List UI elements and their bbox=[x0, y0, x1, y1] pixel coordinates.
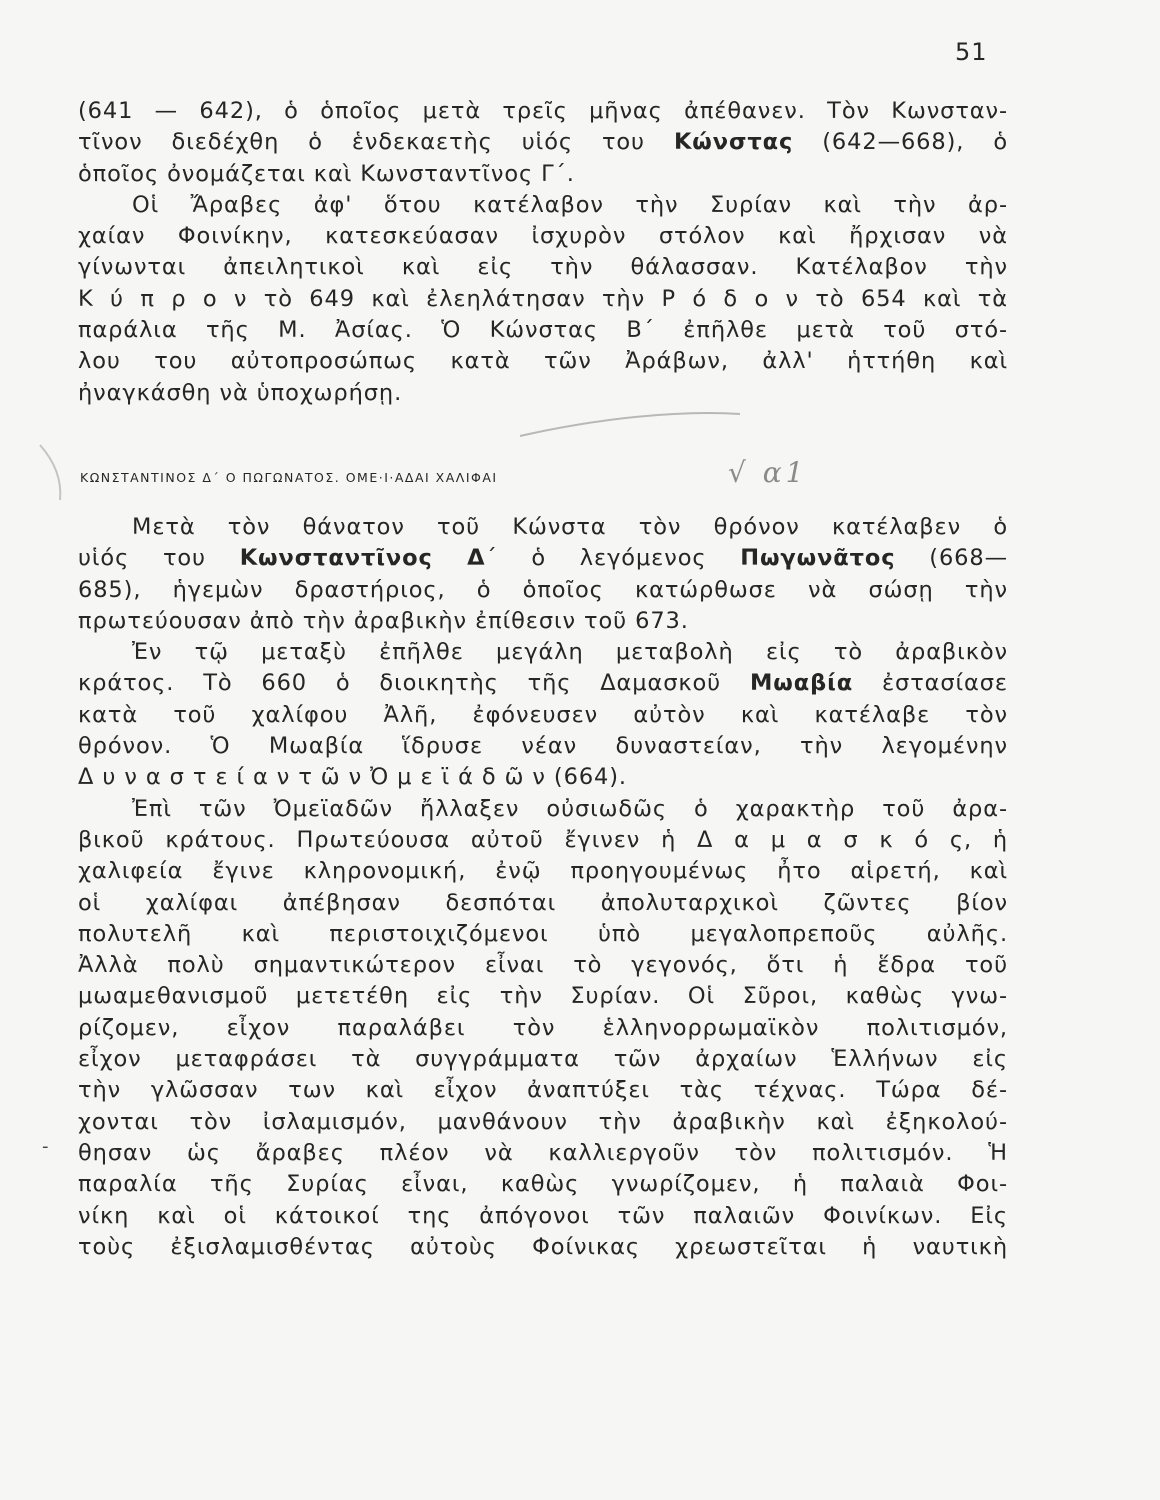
text-run: χαίαν Φοινίκην, κατεσκεύασαν ἰσχυρὸν στόλον καὶ ἤρχισαν νὰ bbox=[78, 223, 1008, 250]
text-run: ἐστασίασε bbox=[853, 670, 1008, 697]
text-line bbox=[78, 315, 1008, 346]
margin-mark: - bbox=[42, 1136, 49, 1157]
text-run: (668— bbox=[895, 545, 1008, 572]
text-line bbox=[78, 794, 1008, 825]
text-run: κράτος. Τὸ 660 ὁ διοικητὴς τῆς Δαμασκοῦ bbox=[78, 670, 750, 697]
text-line bbox=[78, 606, 1008, 637]
text-run: κατὰ τοῦ χαλίφου Ἀλῆ, ἐφόνευσεν αὐτὸν καὶ κατέλαβε τὸν bbox=[78, 701, 1008, 728]
text-line bbox=[78, 1013, 1008, 1044]
text-run: λου του αὐτοπροσώπως κατὰ τῶν Ἀράβων, ἀλλ' ἡττήθη καὶ bbox=[78, 348, 1008, 375]
bold-name: Μωαβία bbox=[749, 670, 854, 697]
paragraph-block-arab-fleet bbox=[78, 96, 1008, 409]
text-run: τῖνον διεδέχθη ὁ ἑνδεκαετὴς υἱός του bbox=[78, 129, 674, 156]
text-run: τοὺς ἐξισλαμισθέντας αὐτοὺς Φοίνικας χρεωστεῖται ἡ ναυτικὴ bbox=[78, 1233, 1008, 1260]
bold-name: Κώνστας bbox=[673, 129, 794, 156]
text-run: παραλία τῆς Συρίας εἶναι, καθὼς γνωρίζομεν, ἡ παλαιὰ Φοι- bbox=[78, 1171, 1008, 1198]
text-line bbox=[78, 1169, 1008, 1200]
text-line bbox=[78, 346, 1008, 377]
text-run: Ἀλλὰ πολὺ σημαντικώτερον εἶναι τὸ γεγονός, ὅτι ἡ ἕδρα τοῦ bbox=[78, 952, 1008, 979]
handwritten-note: √ α1 bbox=[728, 456, 808, 489]
text-line bbox=[78, 731, 1008, 762]
text-line bbox=[78, 1201, 1008, 1232]
text-line bbox=[78, 127, 1008, 158]
text-run: πολυτελῆ καὶ περιστοιχιζόμενοι ὑπὸ μεγαλοπρεποῦς αὐλῆς. bbox=[78, 920, 1008, 947]
text-line bbox=[78, 856, 1008, 887]
text-run: (641 — 642), ὁ ὁποῖος μετὰ τρεῖς μῆνας ἀπέθανεν. Τὸν Κωνσταν- bbox=[78, 98, 1008, 124]
text-line bbox=[78, 637, 1008, 668]
text-run: οἱ χαλίφαι ἀπέβησαν δεσπόται ἀπολυταρχικοὶ ζῶντες βίον bbox=[78, 889, 1008, 916]
text-run: ΄ ὁ λεγόμενος bbox=[485, 545, 741, 572]
text-line bbox=[78, 762, 1008, 793]
bold-name: Πωγωνᾶτος bbox=[740, 545, 896, 572]
section-heading: ΚΩΝΣΤΑΝΤΙΝΟΣ Δ΄ Ο ΠΩΓΩΝΑΤΟΣ. ΟΜΕ·Ι·ΑΔΑΙ ΧΑΛΙΦΑΙ bbox=[80, 470, 498, 485]
text-line bbox=[78, 919, 1008, 950]
text-line bbox=[78, 1107, 1008, 1138]
text-run: (642—668), ὁ bbox=[793, 129, 1008, 156]
text-line bbox=[78, 1232, 1008, 1263]
paragraph-block-omayyads bbox=[78, 512, 1008, 1263]
text-run: υἱός του bbox=[78, 545, 240, 572]
text-run: γίνωνται ἀπειλητικοὶ καὶ εἰς τὴν θάλασσαν. Κατέλαβον τὴν bbox=[78, 254, 1008, 281]
text-line bbox=[78, 1075, 1008, 1106]
text-line bbox=[78, 575, 1008, 606]
text-run: βικοῦ κράτους. Πρωτεύουσα αὐτοῦ ἔγινεν ἡ Δ α μ α σ κ ό ς, ἡ bbox=[78, 826, 1008, 853]
text-run: χαλιφεία ἔγινε κληρονομική, ἐνῷ προηγουμένως ἦτο αἱρετή, καὶ bbox=[78, 858, 1008, 885]
text-line bbox=[78, 221, 1008, 252]
text-line bbox=[78, 981, 1008, 1012]
text-line bbox=[78, 190, 1008, 221]
text-run: Ἐν τῷ μεταξὺ ἐπῆλθε μεγάλη μεταβολὴ εἰς τὸ ἀραβικὸν bbox=[132, 639, 1008, 666]
text-line bbox=[78, 378, 1008, 409]
text-line bbox=[78, 668, 1008, 699]
text-run: νίκη καὶ οἱ κάτοικοί της ἀπόγονοι τῶν παλαιῶν Φοινίκων. Εἰς bbox=[78, 1202, 1008, 1229]
text-line bbox=[78, 284, 1008, 315]
text-run: εἶχον μεταφράσει τὰ συγγράμματα τῶν ἀρχαίων Ἑλλήνων εἰς bbox=[78, 1046, 1008, 1073]
text-line bbox=[78, 950, 1008, 981]
text-line bbox=[78, 825, 1008, 856]
text-line bbox=[78, 512, 1008, 543]
text-line bbox=[78, 96, 1008, 127]
text-run: ρίζομεν, εἶχον παραλάβει τὸν ἑλληνορρωμαϊκὸν πολιτισμόν, bbox=[78, 1014, 1008, 1041]
text-run: θησαν ὡς ἄραβες πλέον νὰ καλλιεργοῦν τὸν πολιτισμόν. Ἡ bbox=[78, 1139, 1008, 1166]
text-line bbox=[78, 543, 1008, 574]
text-run: παράλια τῆς Μ. Ἀσίας. Ὁ Κώνστας Β΄ ἐπῆλθε μετὰ τοῦ στό- bbox=[78, 317, 1008, 344]
text-line bbox=[78, 700, 1008, 731]
text-run: 685), ἡγεμὼν δραστήριος, ὁ ὁποῖος κατώρθωσε νὰ σώσῃ τὴν bbox=[78, 576, 1008, 603]
text-line bbox=[78, 888, 1008, 919]
text-run: χονται τὸν ἰσλαμισμόν, μανθάνουν τὴν ἀραβικὴν καὶ ἐξηκολού- bbox=[78, 1108, 1008, 1135]
text-run: Δ υ ν α σ τ ε ί α ν τ ῶ ν Ὀ μ ε ϊ ά δ ῶ ν (664). bbox=[78, 764, 627, 791]
text-run: μωαμεθανισμοῦ μετετέθη εἰς τὴν Συρίαν. Οἱ Σῦροι, καθὼς γνω- bbox=[78, 983, 1008, 1010]
text-line bbox=[78, 252, 1008, 283]
text-run: ὁποῖος ὀνομάζεται καὶ Κωνσταντῖνος Γ΄. bbox=[78, 160, 575, 187]
text-run: Κ ύ π ρ ο ν τὸ 649 καὶ ἐλεηλάτησαν τὴν Ρ ό δ ο ν τὸ 654 καὶ τὰ bbox=[78, 285, 1008, 312]
text-run: τὴν γλῶσσαν των καὶ εἶχον ἀναπτύξει τὰς τέχνας. Τώρα δέ- bbox=[78, 1077, 1008, 1104]
text-run: πρωτεύουσαν ἀπὸ τὴν ἀραβικὴν ἐπίθεσιν τοῦ 673. bbox=[78, 607, 689, 634]
text-run: Μετὰ τὸν θάνατον τοῦ Κώνστα τὸν θρόνον κατέλαβεν ὁ bbox=[132, 514, 1008, 540]
text-run: ἠναγκάσθη νὰ ὑποχωρήσῃ. bbox=[78, 379, 403, 406]
text-line bbox=[78, 1138, 1008, 1169]
text-run: Ἐπὶ τῶν Ὀμεϊαδῶν ἤλλαξεν οὐσιωδῶς ὁ χαρακτὴρ τοῦ ἀρα- bbox=[132, 795, 1008, 822]
text-line bbox=[78, 159, 1008, 190]
page-number: 51 bbox=[955, 38, 988, 66]
text-line bbox=[78, 1044, 1008, 1075]
text-run: Οἱ Ἄραβες ἀφ' ὅτου κατέλαβον τὴν Συρίαν καὶ τὴν ἀρ- bbox=[132, 191, 1008, 218]
bold-name: Κωνσταντῖνος Δ bbox=[239, 545, 486, 572]
text-run: θρόνον. Ὁ Μωαβία ἵδρυσε νέαν δυναστείαν, τὴν λεγομένην bbox=[78, 733, 1008, 760]
